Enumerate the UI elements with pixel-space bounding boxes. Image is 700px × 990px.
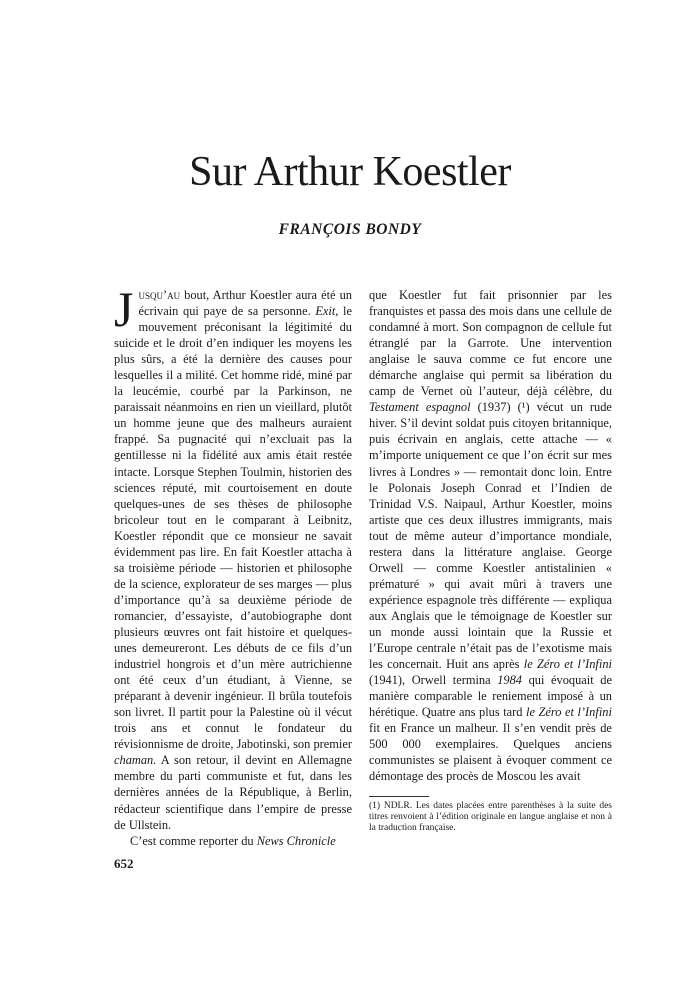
text-column-right [369,287,612,784]
drop-cap: J [114,281,134,337]
footnote: (1) NDLR. Les dates placées entre parenthèses à la suite des titres renvoient à l’édition originale en langue anglaise et non à la traduction française. [369,801,612,833]
lead-in: usqu’au [138,288,181,302]
article-author: FRANÇOIS BONDY [278,221,422,238]
article-title: Sur Arthur Koestler [189,149,511,195]
paragraph-1: Jusqu’au bout, Arthur Koestler aura été un écrivain qui paye de sa personne. Exit, le mouvement préconisant la légitimité du suicide et le droit d’en indiquer les moyens les plus sûrs, a été la dernière des causes pour lesquelles il a milité. Cet homme ridé, miné par la leucémie, courbé par la Parkinson, ne paraissait néanmoins en rien un vieillard, plutôt un homme jeune que des malheurs auraient frappé. Sa pugnacité qui n’excluait pas la gentillesse ni la fidélité aux amis était restée intacte. Lorsque Stephen Toulmin, historien des sciences réputé, mit courtoisement en doute quelques-unes de ses thèses de philosophe bricoleur tout en le comparant à Leibnitz, Koestler répondit que ce monsieur ne savait évidemment pas lire. En fait Koestler attacha à sa troisième période — historien et philosophe de la science, explorateur de ses marges — plus d’importance qu’à sa deuxième période de romancier, d’essayiste, d’autobiographe dont plusieurs œuvres ont fait histoire et quelques-unes demeureront. Les débuts de ce fils d’un industriel hongrois et d’un mère autrichienne ont été ceux d’un étudiant, à Vienne, se préparant à devenir ingénieur. Il brûla toutefois son livret. Il partit pour la Palestine où il vécut trois ans et connut le fondateur du révisionnisme de droite, Jabotinski, son premier chaman. A son retour, il devint en Allemagne membre du parti communiste et fut, dans les dernières années de la République, à Berlin, rédacteur scientifique dans l’empire de presse de Ullstein. [114,281,353,832]
page-number: 652 [114,856,134,871]
paragraph-2: C’est comme reporter du News Chronicle [130,833,336,848]
footnote-divider [369,796,429,797]
text-column-left [114,281,353,849]
paragraph-2-continued: que Koestler fut fait prisonnier par les franquistes et passa des mois dans une cellule de condamné à mort. Son compagnon de cellule fut étranglé par la Garrote. Une intervention anglaise le sauva comme ce fut encore une démarche anglaise qui permit sa libération du camp de Vernet où l’auteur, déjà célèbre, du Testament espagnol (1937) (¹) vécut un rude hiver. S’il devint soldat puis citoyen britannique, puis écrivain en anglais, cette attache — « m’importe uniquement ce que l’on écrit sur mes livres à Londres » — remontait donc loin. Entre le Polonais Joseph Conrad et l’Indien de Trinidad V.S. Naipaul, Arthur Koestler, moins artiste que ces deux illustres immigrants, mais tout de même auteur d’importance mondiale, restera dans la littérature anglaise. George Orwell — comme Koestler antistalinien « prématuré » qui avait mûri à travers une expérience espagnole très différente — expliqua aux Anglais que le témoignage de Koestler sur un monde aussi lointain que la Russie et l’Europe centrale n’était pas de l’exotisme mais les concernait. Huit ans après le Zéro et l’Infini (1941), Orwell termina 1984 qui évoquait de manière comparable le reniement imposé à un hérétique. Quatre ans plus tard le Zéro et l’Infini fit en France un malheur. Il s’en vendit près de 500 000 exemplaires. Quelques anciens communistes se plaisent à évoquer comment ce démontage des procès de Moscou les avait [369,288,613,784]
